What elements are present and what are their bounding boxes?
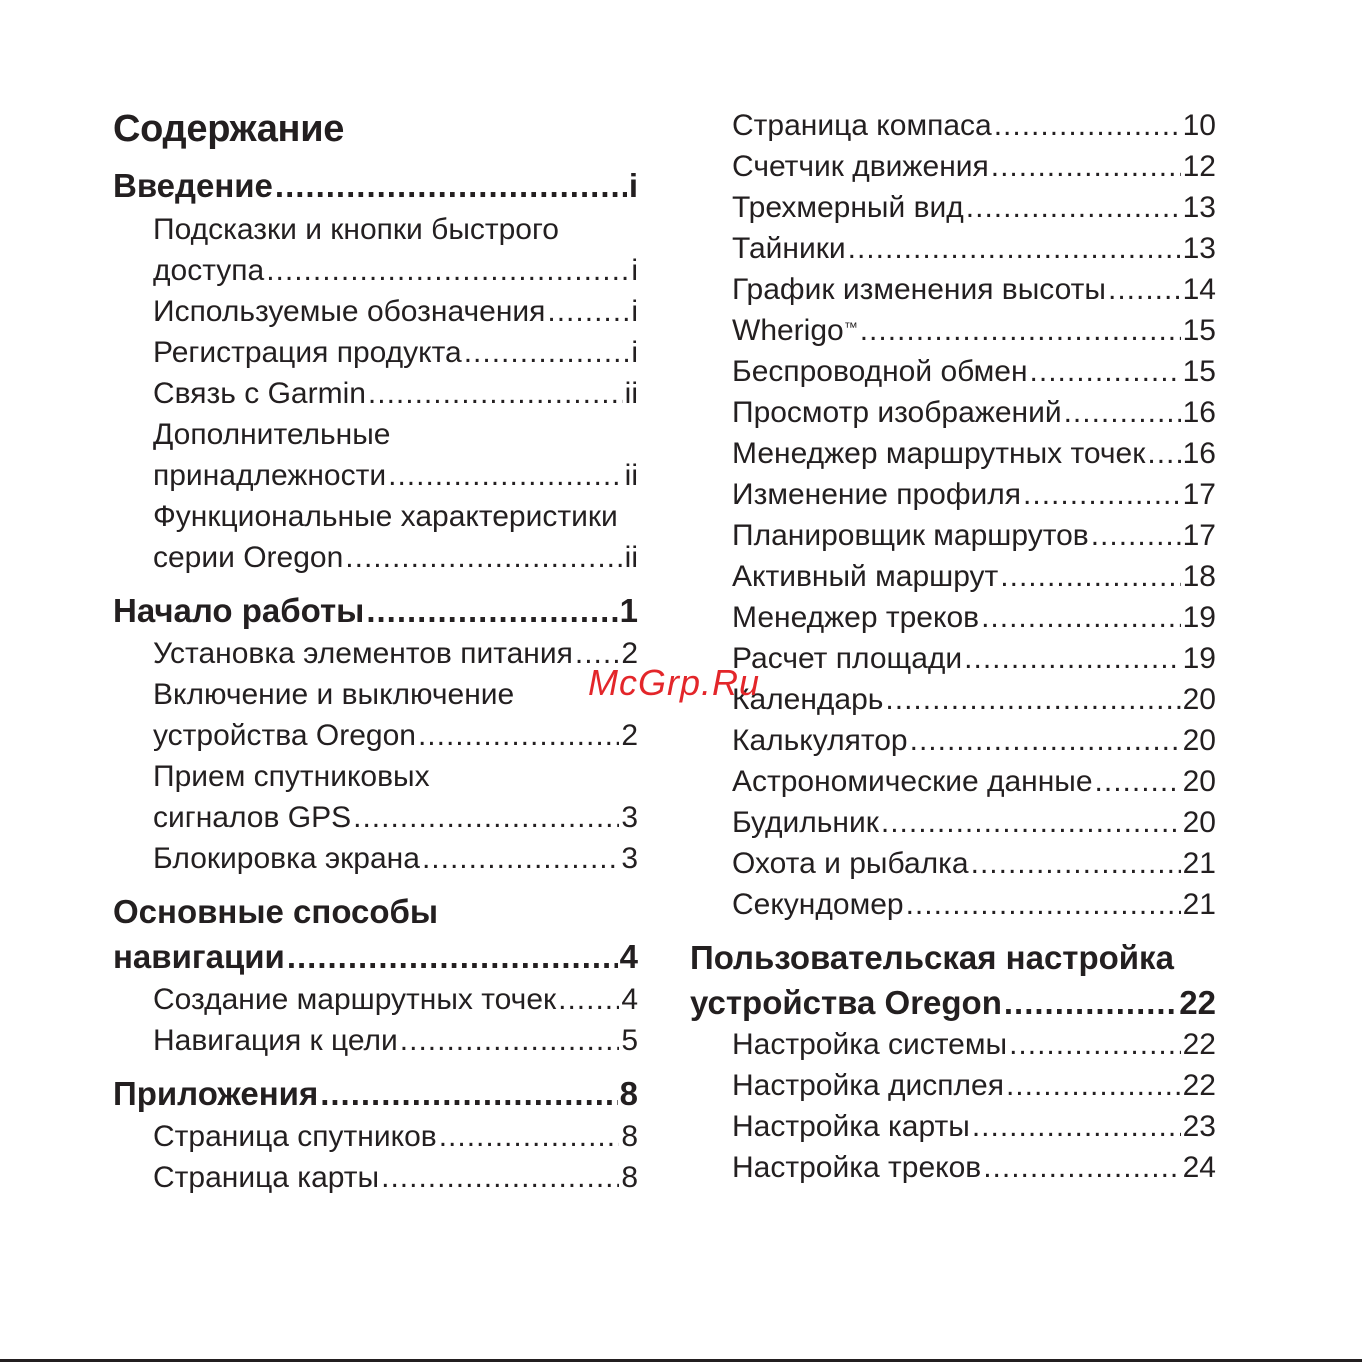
toc-entry-tripcomputer[interactable]	[732, 148, 1216, 186]
toc-entry-title	[732, 312, 858, 350]
toc-entry-contact[interactable]	[153, 375, 638, 413]
toc-entry-map[interactable]	[153, 1159, 638, 1197]
toc-entry-title: Начало работы	[113, 592, 365, 629]
toc-entry-batteries[interactable]	[153, 635, 638, 673]
toc-entry-elevation[interactable]	[732, 271, 1216, 309]
leader-dots	[906, 886, 1181, 924]
leader-dots	[972, 1108, 1181, 1146]
leader-dots	[1091, 517, 1181, 555]
toc-entry-title: навигации	[113, 938, 285, 975]
toc-entry-title: Настройка треков	[732, 1151, 982, 1184]
toc-entry-title: Страница карты	[153, 1161, 380, 1194]
wherigo-label: Wherigo	[732, 314, 844, 347]
toc-entry-title: Календарь	[732, 683, 884, 716]
toc-entry-stopwatch[interactable]	[732, 886, 1216, 924]
toc-page-number: 16	[1182, 437, 1216, 470]
toc-entry-title: серии Oregon	[153, 541, 344, 574]
leader-dots	[964, 640, 1180, 678]
leader-dots	[1009, 1026, 1181, 1064]
leader-dots	[381, 1159, 619, 1197]
toc-page-number: i	[631, 336, 638, 369]
toc-page-number: 4	[619, 938, 638, 975]
toc-page-number: 15	[1182, 314, 1216, 347]
toc-entry-registration[interactable]	[153, 334, 638, 372]
toc-entry-route-planner[interactable]	[732, 517, 1216, 555]
toc-entry-photos[interactable]	[732, 394, 1216, 432]
toc-entry-features-line1[interactable]	[153, 498, 638, 536]
toc-section-navigation-line2[interactable]	[113, 938, 638, 976]
toc-entry-track-setup[interactable]	[732, 1149, 1216, 1187]
toc-entry-power-line2[interactable]	[153, 717, 638, 755]
leader-dots	[1095, 763, 1181, 801]
toc-entry-map-setup[interactable]	[732, 1108, 1216, 1146]
toc-page-number: 12	[1182, 150, 1216, 183]
toc-entry-title: Приложения	[113, 1075, 319, 1112]
toc-page-number: 8	[621, 1120, 638, 1153]
toc-page-number: ii	[624, 377, 638, 410]
toc-entry-title: Используемые обозначения	[153, 295, 546, 328]
leader-dots	[983, 1149, 1180, 1187]
toc-page-number: 10	[1182, 109, 1216, 142]
toc-entry-title: Введение	[113, 167, 273, 204]
toc-page-number: 20	[1182, 765, 1216, 798]
toc-entry-title: Охота и рыбалка	[732, 847, 969, 880]
toc-entry-title: Страница спутников	[153, 1120, 437, 1153]
toc-entry-hints-line2[interactable]	[153, 252, 638, 290]
toc-entry-geocaches[interactable]	[732, 230, 1216, 268]
toc-entry-title: Астрономические данные	[732, 765, 1093, 798]
toc-entry-profile[interactable]	[732, 476, 1216, 514]
leader-dots	[422, 840, 619, 878]
toc-page-number: ii	[624, 459, 638, 492]
toc-entry-title: Дополнительные	[153, 418, 391, 451]
toc-entry-title: Трехмерный вид	[732, 191, 964, 224]
leader-dots	[1030, 353, 1181, 391]
toc-page-number: 14	[1182, 273, 1216, 306]
toc-entry-title: Тайники	[732, 232, 846, 265]
toc-entry-active-route[interactable]	[732, 558, 1216, 596]
toc-section-customize-line1[interactable]	[690, 939, 1216, 977]
leader-dots	[1006, 1067, 1181, 1105]
toc-page-number: 19	[1182, 642, 1216, 675]
toc-page-number: 17	[1182, 519, 1216, 552]
toc-entry-title: Прием спутниковых	[153, 760, 430, 793]
leader-dots	[848, 230, 1181, 268]
toc-entry-goto[interactable]	[153, 1022, 638, 1060]
toc-entry-title: Настройка карты	[732, 1110, 970, 1143]
toc-page-number: i	[631, 295, 638, 328]
toc-entry-title: Основные способы	[113, 893, 439, 930]
toc-entry-title: сигналов GPS	[153, 801, 352, 834]
toc-entry-3d-view[interactable]	[732, 189, 1216, 227]
toc-entry-title: устройства Oregon	[690, 984, 1002, 1021]
toc-page-number: 21	[1182, 888, 1216, 921]
toc-entry-title: устройства Oregon	[153, 719, 416, 752]
toc-entry-power-line1[interactable]	[153, 676, 638, 714]
toc-entry-title: Функциональные характеристики	[153, 500, 618, 533]
toc-entry-title: Блокировка экрана	[153, 842, 420, 875]
toc-page-number: 21	[1182, 847, 1216, 880]
watermark: McGrp.Ru	[588, 662, 761, 703]
toc-entry-title: График изменения высоты	[732, 273, 1106, 306]
toc-entry-title: Беспроводной обмен	[732, 355, 1028, 388]
toc-entry-title: Изменение профиля	[732, 478, 1022, 511]
leader-dots	[1147, 435, 1180, 473]
toc-page-number: i	[631, 254, 638, 287]
leader-dots	[881, 804, 1181, 842]
toc-entry-title: Планировщик маршрутов	[732, 519, 1089, 552]
toc-entry-hunt-fish[interactable]	[732, 845, 1216, 883]
toc-page-number: 8	[621, 1161, 638, 1194]
toc-entry-title: Связь с Garmin	[153, 377, 366, 410]
toc-entry-wireless[interactable]	[732, 353, 1216, 391]
leader-dots	[368, 375, 623, 413]
leader-dots	[1064, 394, 1181, 432]
toc-entry-title: Настройка дисплея	[732, 1069, 1004, 1102]
leader-dots	[366, 592, 617, 630]
toc-page-number: 15	[1182, 355, 1216, 388]
leader-dots	[320, 1075, 617, 1113]
toc-entry-calculator[interactable]	[732, 722, 1216, 760]
toc-entry-satellites[interactable]	[153, 1118, 638, 1156]
toc-entry-calendar[interactable]	[732, 681, 1216, 719]
leader-dots	[991, 148, 1181, 186]
toc-entry-title: Просмотр изображений	[732, 396, 1062, 429]
toc-section-navigation-line1[interactable]	[113, 893, 638, 931]
toc-page-number: 23	[1182, 1110, 1216, 1143]
toc-entry-title: принадлежности	[153, 459, 387, 492]
toc-page-number: 13	[1182, 232, 1216, 265]
toc-page-number: 13	[1182, 191, 1216, 224]
leader-dots	[287, 938, 618, 976]
toc-page-number: 22	[1179, 984, 1216, 1021]
toc-entry-title: Создание маршрутных точек	[153, 983, 557, 1016]
leader-dots	[345, 539, 622, 577]
toc-entry-astronomy[interactable]	[732, 763, 1216, 801]
toc-section-customize-line2[interactable]	[690, 984, 1216, 1022]
leader-dots	[353, 799, 619, 837]
toc-entry-title: Менеджер треков	[732, 601, 980, 634]
toc-page-number: 5	[621, 1024, 638, 1057]
toc-entry-title: Настройка системы	[732, 1028, 1008, 1061]
toc-page-number: 2	[621, 637, 638, 670]
toc-section-apps[interactable]	[113, 1075, 638, 1113]
toc-entry-track-manager[interactable]	[732, 599, 1216, 637]
leader-dots	[266, 252, 629, 290]
leader-dots	[1108, 271, 1181, 309]
toc-entry-wherigo[interactable]	[732, 312, 1216, 350]
toc-entry-title: Калькулятор	[732, 724, 908, 757]
toc-page-number: 20	[1182, 724, 1216, 757]
toc-section-start[interactable]	[113, 592, 638, 630]
toc-entry-title: Менеджер маршрутных точек	[732, 437, 1146, 470]
toc-entry-accessories-line2[interactable]	[153, 457, 638, 495]
toc-entry-title: Установка элементов питания	[153, 637, 573, 670]
leader-dots	[910, 722, 1181, 760]
leader-dots	[464, 334, 630, 372]
leader-dots	[981, 599, 1181, 637]
toc-entry-title: Секундомер	[732, 888, 904, 921]
toc-entry-title: Включение и выключение	[153, 678, 515, 711]
leader-dots	[439, 1118, 620, 1156]
leader-dots	[966, 189, 1181, 227]
leader-dots	[885, 681, 1180, 719]
toc-page-number: 3	[621, 801, 638, 834]
leader-dots	[275, 167, 627, 205]
toc-entry-area-calc[interactable]	[732, 640, 1216, 678]
toc-page-number: 2	[621, 719, 638, 752]
leader-dots	[971, 845, 1181, 883]
toc-entry-display[interactable]	[732, 1067, 1216, 1105]
toc-entry-symbols[interactable]	[153, 293, 638, 331]
toc-section-intro[interactable]	[113, 167, 638, 205]
toc-page-number: 20	[1182, 806, 1216, 839]
toc-entry-title: Регистрация продукта	[153, 336, 462, 369]
leader-dots	[994, 107, 1181, 145]
toc-entry-compass[interactable]	[732, 107, 1216, 145]
toc-page-number: i	[628, 167, 638, 204]
leader-dots	[860, 312, 1181, 350]
toc-entry-alarm[interactable]	[732, 804, 1216, 842]
leader-dots	[400, 1022, 620, 1060]
toc-entry-title: Будильник	[732, 806, 879, 839]
toc-page-number: 22	[1182, 1028, 1216, 1061]
toc-entry-title: доступа	[153, 254, 265, 287]
toc-page-number: 17	[1182, 478, 1216, 511]
toc-page-number: 18	[1182, 560, 1216, 593]
toc-entry-features-line2[interactable]	[153, 539, 638, 577]
toc-entry-title: Расчет площади	[732, 642, 963, 675]
toc-page-number: 8	[619, 1075, 638, 1112]
toc-entry-title: Активный маршрут	[732, 560, 999, 593]
leader-dots	[418, 717, 619, 755]
trademark-symbol: ™	[843, 319, 858, 335]
leader-dots	[1000, 558, 1180, 596]
toc-page-number: 16	[1182, 396, 1216, 429]
toc-entry-title: Пользовательская настройка	[690, 939, 1174, 976]
toc-page-number: 24	[1182, 1151, 1216, 1184]
toc-entry-lock[interactable]	[153, 840, 638, 878]
toc-entry-title: Подсказки и кнопки быстрого	[153, 213, 559, 246]
page-title: Содержание	[113, 108, 345, 150]
toc-entry-waypoint-manager[interactable]	[732, 435, 1216, 473]
leader-dots	[558, 981, 619, 1019]
toc-page-number: 4	[621, 983, 638, 1016]
toc-entry-title: Счетчик движения	[732, 150, 989, 183]
toc-page-number: 1	[619, 592, 638, 629]
toc-page-number: 3	[621, 842, 638, 875]
toc-entry-hints-line1[interactable]	[153, 211, 638, 249]
leader-dots	[547, 293, 629, 331]
toc-page-number: 19	[1182, 601, 1216, 634]
toc-page-number: 20	[1182, 683, 1216, 716]
toc-entry-waypoints[interactable]	[153, 981, 638, 1019]
toc-page-number: ii	[624, 541, 638, 574]
toc-page-number: 22	[1182, 1069, 1216, 1102]
toc-entry-gps-line1[interactable]	[153, 758, 638, 796]
leader-dots	[388, 457, 623, 495]
toc-entry-gps-line2[interactable]	[153, 799, 638, 837]
leader-dots	[1023, 476, 1181, 514]
toc-entry-title: Навигация к цели	[153, 1024, 398, 1057]
toc-entry-accessories-line1[interactable]	[153, 416, 638, 454]
toc-entry-title: Страница компаса	[732, 109, 992, 142]
leader-dots	[1004, 984, 1177, 1022]
toc-entry-system[interactable]	[732, 1026, 1216, 1064]
